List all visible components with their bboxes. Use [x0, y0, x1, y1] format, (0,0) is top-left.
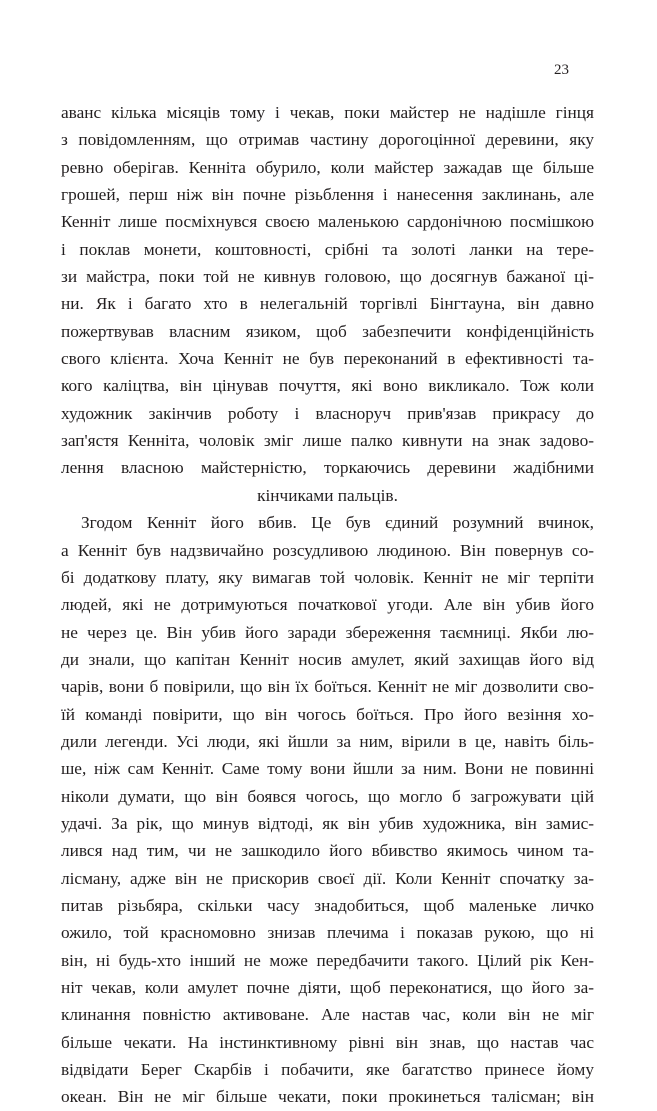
text-line: кого каліцтва, він цінував почуття, які воно викликало. Тож коли [61, 376, 594, 396]
text-line: він, ні будь-хто інший не може передбачити такого. Цілий рік Кен- [61, 950, 594, 970]
text-line: океан. Він не міг більше чекати, поки прокинеться талісман; він [61, 1087, 594, 1107]
text-line: не через це. Він убив його заради збереження таємниці. Якби лю- [61, 622, 594, 642]
text-line: ожило, той красномовно знизав плечима і показав рукою, що ні [61, 923, 594, 943]
text-line: свого клієнта. Хоча Кенніт не був переконаний в ефективності та- [61, 349, 594, 369]
text-line: аванс кілька місяців тому і чекав, поки майстер не надішле гінця [61, 103, 594, 122]
text-line: ди знали, що капітан Кенніт носив амулет, який захищав його від [61, 649, 594, 669]
text-line: ше, ніж сам Кенніт. Саме тому вони йшли за ним. Вони не повинні [61, 759, 594, 779]
paragraph-1 [61, 99, 594, 509]
text-line: більше чекати. На інстинктивному рівні він знав, що настав час [61, 1032, 594, 1052]
text-line: ревно оберігав. Кенніта обурило, коли майстер зажадав ще більше [61, 157, 594, 177]
text-line: удачі. За рік, що минув відтоді, як він убив художника, він замис- [61, 813, 594, 833]
text-line: клинання повністю активоване. Але настав час, коли він не міг [61, 1005, 594, 1025]
text-line: з повідомленням, що отримав частину дорогоцінної деревини, яку [61, 130, 594, 150]
text-line: Згодом Кенніт його вбив. Це був єдиний розумний вчинок, [81, 513, 594, 533]
text-line: лісману, адже він не прискорив своєї дії. Коли Кенніт спочатку за- [61, 868, 594, 888]
text-line: відвідати Берег Скарбів і побачити, яке багатство принесе йому [61, 1060, 594, 1080]
text-line: лення власною майстерністю, торкаючись деревини жадібними [61, 458, 594, 478]
text-line: зи майстра, поки той не кивнув головою, що досягнув бажаної ці- [61, 267, 594, 287]
body-text [61, 99, 594, 1111]
text-line-part: Кенніт лише посміхнувся своєю маленькою сардонічною посмішкою [61, 212, 594, 232]
text-line: ніт чекав, коли амулет почне діяти, щоб переконатися, що його за- [61, 978, 594, 997]
text-line: людей, які не дотримуються початкової угоди. Але він убив його [61, 595, 594, 615]
text-line: чарів, вони б повірили, що він їх боїться. Кенніт не міг дозволити сво- [61, 677, 594, 697]
text-line: бі додаткову плату, яку вимагав той чоловік. Кенніт не міг терпіти [61, 567, 594, 587]
text-line: ни. Як і багато хто в нелегальній торгівлі Бінгтауна, він давно [61, 294, 594, 314]
text-line: питав різьбяра, скільки часу знадобиться, щоб маленьке личко [61, 895, 594, 915]
text-line: зап'ястя Кенніта, чоловік зміг лише палко кивнути на знак задово- [61, 431, 594, 451]
paragraph-2 [61, 509, 594, 1111]
text-line: пожертвував власним язиком, щоб забезпечити конфіденційність [61, 321, 594, 341]
text-line: грошей, перш ніж він почне різьблення і нанесення заклинань, але [61, 185, 594, 205]
text-line: художник закінчив роботу і власноруч прив'язав прикрасу до [61, 403, 594, 423]
text-line: кінчиками пальців. [257, 485, 398, 505]
text-line-part: і поклав монети, коштовності, срібні та золоті ланки на тере- [61, 239, 594, 259]
text-line: дили легенди. Усі люди, які йшли за ним, вірили в це, навіть біль- [61, 731, 594, 751]
text-line: ніколи думати, що він боявся чогось, що могло б загрожувати цій [61, 786, 594, 806]
text-line: їй команді повірити, що він чогось боїться. Про його везіння хо- [61, 704, 594, 724]
text-line: лився над тим, чи не зашкодило його вбивство якимось чином та- [61, 841, 594, 861]
text-line [61, 208, 594, 263]
text-line: а Кенніт був надзвичайно розсудливою людиною. Він повернув со- [61, 540, 594, 560]
page-number: 23 [554, 62, 569, 78]
